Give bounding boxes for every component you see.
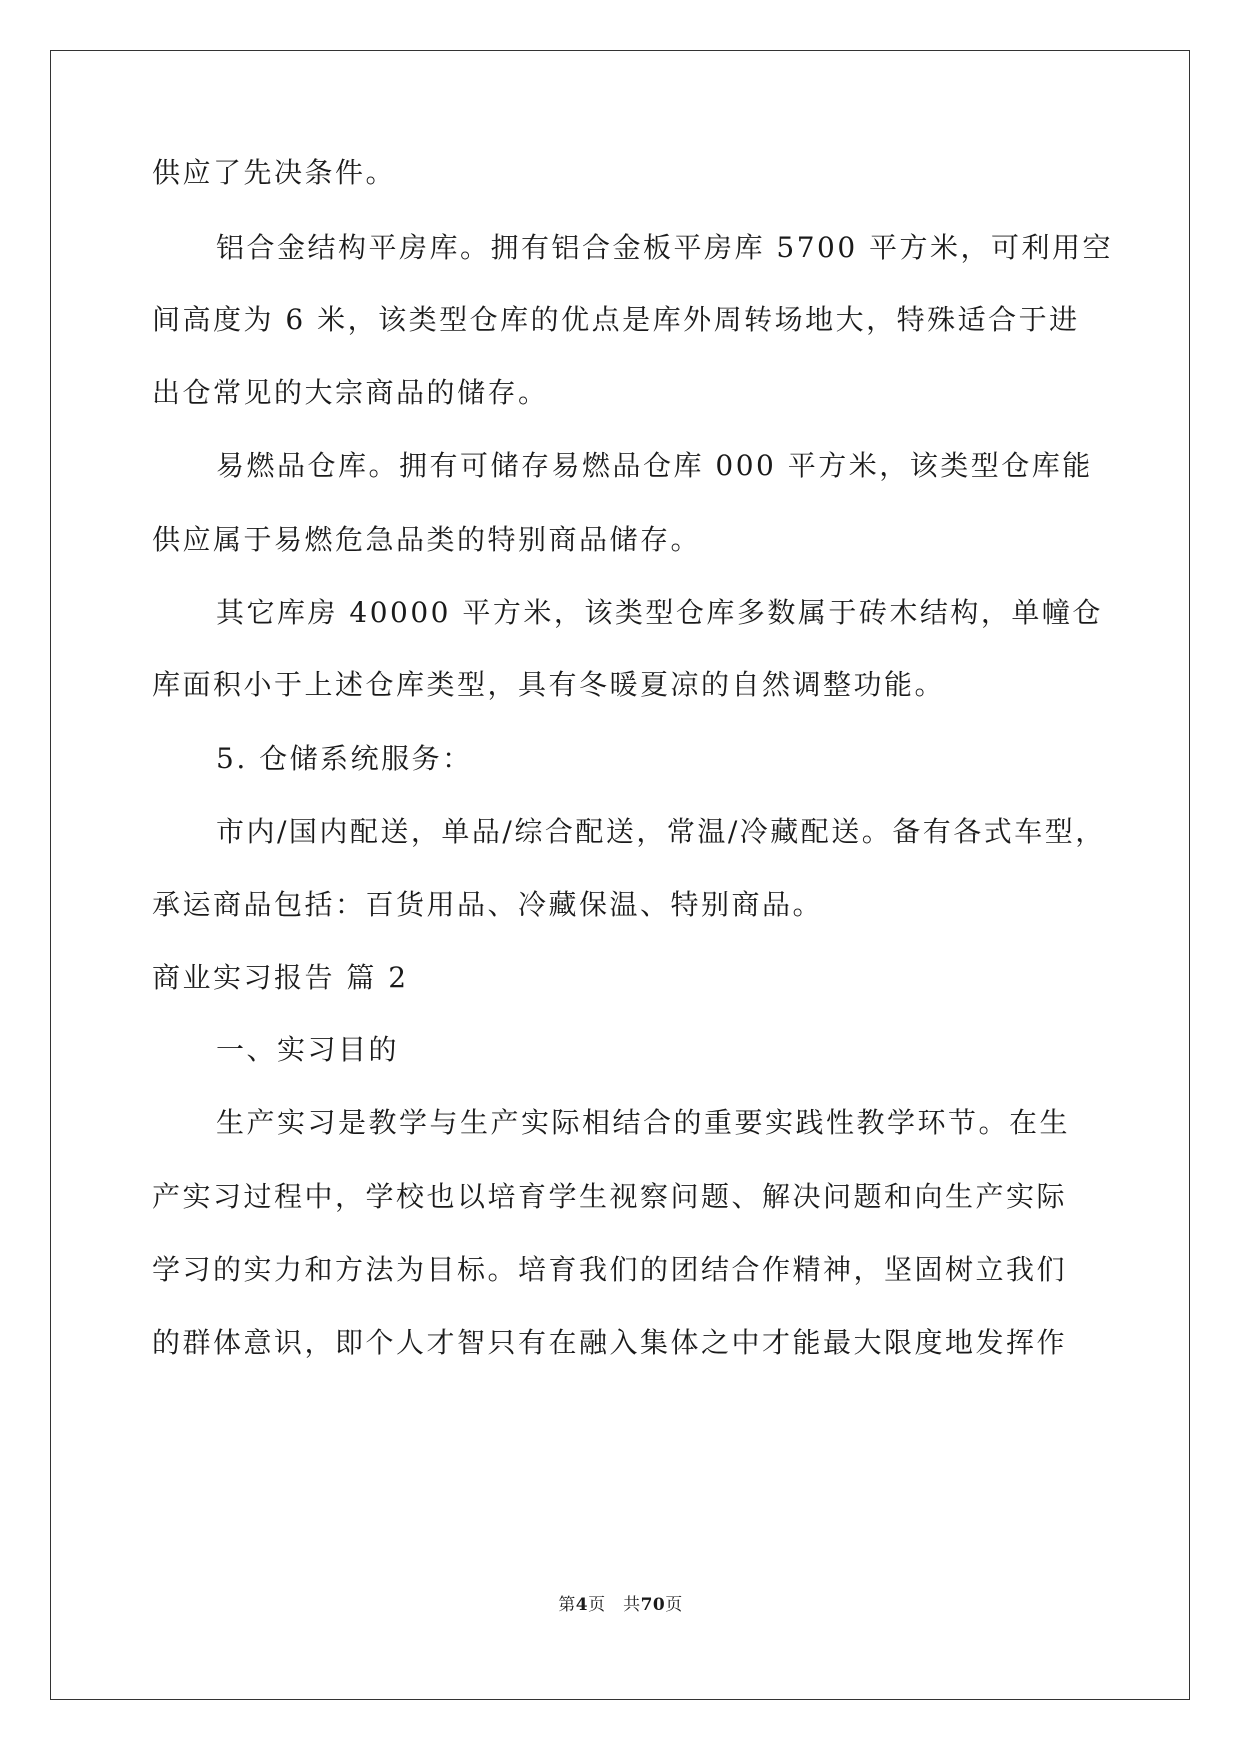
text-line: 产实习过程中，学校也以培育学生视察问题、解决问题和向生产实际 — [152, 1180, 1068, 1213]
text-line: 的群体意识，即个人才智只有在融入集体之中才能最大限度地发挥作 — [152, 1326, 1068, 1359]
text-line: 出仓常见的大宗商品的储存。 — [152, 376, 549, 409]
text-line: 铝合金结构平房库。拥有铝合金板平房库 5700 平方米，可利用空 — [216, 231, 1114, 264]
footer-prefix: 第 — [558, 1595, 576, 1615]
footer-mid: 页 共 — [588, 1595, 641, 1615]
text-line: 其它库房 40000 平方米，该类型仓库多数属于砖木结构，单幢仓 — [216, 596, 1103, 629]
text-line: 承运商品包括：百货用品、冷藏保温、特别商品。 — [152, 888, 824, 921]
page-number: 4 — [575, 1595, 589, 1615]
text-line: 供应属于易燃危急品类的特别商品储存。 — [152, 523, 702, 556]
text-line: 5. 仓储系统服务： — [216, 742, 473, 775]
text-line: 生产实习是教学与生产实际相结合的重要实践性教学环节。在生 — [216, 1106, 1071, 1139]
text-line: 库面积小于上述仓库类型，具有冬暖夏凉的自然调整功能。 — [152, 668, 946, 701]
subsection-heading: 一、实习目的 — [216, 1033, 400, 1066]
footer-suffix: 页 — [665, 1595, 683, 1615]
section-heading: 商业实习报告 篇 2 — [152, 961, 409, 994]
text-line: 学习的实力和方法为目标。培育我们的团结合作精神，坚固树立我们 — [152, 1253, 1068, 1286]
page-border — [50, 50, 1190, 1700]
total-pages: 70 — [640, 1595, 666, 1615]
text-line: 易燃品仓库。拥有可储存易燃品仓库 000 平方米，该类型仓库能 — [216, 449, 1093, 482]
page-footer — [0, 1593, 1241, 1617]
text-line: 间高度为 6 米，该类型仓库的优点是库外周转场地大，特殊适合于进 — [152, 303, 1080, 336]
text-line: 市内/国内配送，单品/综合配送，常温/冷藏配送。备有各式车型， — [216, 815, 1106, 848]
text-line: 供应了先决条件。 — [152, 156, 397, 189]
